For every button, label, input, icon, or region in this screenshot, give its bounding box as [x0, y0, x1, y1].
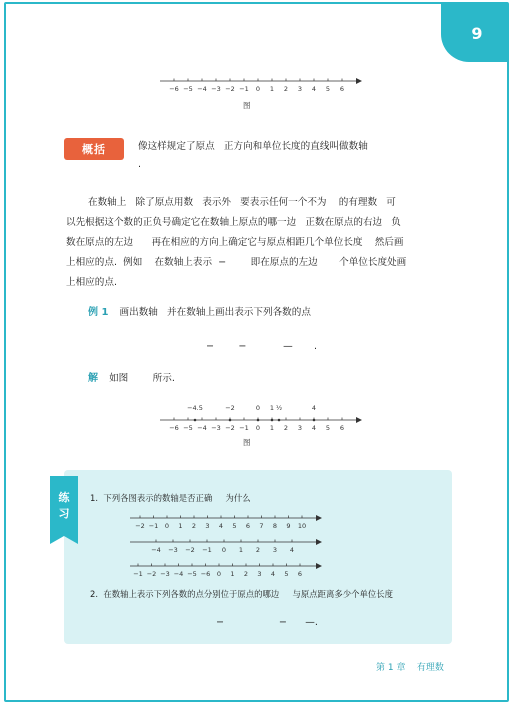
solution — [88, 370, 175, 387]
top-axis-tick-label: 4 — [311, 85, 317, 93]
exercise-axis-1-tick-label: −2 — [135, 522, 145, 530]
exercise-axis-1-tick-label: 3 — [205, 522, 210, 530]
top-axis-tick-label: −6 — [169, 85, 179, 93]
exercise-axis-1-tick-label: 9 — [286, 522, 291, 530]
exercise-axis-1-tick-label: 10 — [297, 522, 307, 530]
exercise-axis-1-tick-label: 4 — [218, 522, 224, 530]
example-point-label: ½ — [275, 404, 283, 412]
example-axis-tick-label: 4 — [311, 424, 317, 432]
exercise-tab-char-1: 练 — [58, 491, 70, 504]
example-axis-tick-label: 2 — [283, 424, 289, 432]
summary-text: 像这样规定了原点 正方向和单位长度的直线叫做数轴 — [138, 141, 368, 152]
body-line-3: 数在原点的左边 再在相应的方向上确定它与原点相距几个单位长度 然后画 — [66, 237, 404, 248]
exercise-axis-2-tick-label: −4 — [151, 546, 161, 554]
example-point — [257, 419, 260, 422]
exercise-axis-2-tick-label: 4 — [289, 546, 295, 554]
exercise-axis-1-tick-label: 6 — [245, 522, 251, 530]
page-number: 9 — [471, 23, 483, 43]
exercise-axis-1-tick-label: 2 — [191, 522, 197, 530]
example-point — [194, 419, 197, 422]
example-point-label: 0 — [255, 404, 261, 412]
example-point — [271, 419, 274, 422]
exercise-axis-2 — [126, 536, 326, 558]
solution-text: 如图 所示. — [109, 373, 175, 384]
example-axis-tick-label: 3 — [297, 424, 303, 432]
top-axis-tick-label: 2 — [283, 85, 289, 93]
exercise-q1: 1. 下列各图表示的数轴是否正确 为什么 — [90, 493, 251, 503]
exercise-axis-1-tick-label: 5 — [232, 522, 237, 530]
chapter-footer: 第 1 章 有理数 — [376, 663, 444, 673]
example-axis-tick-label: 6 — [339, 424, 345, 432]
exercise-q2: 2. 在数轴上表示下列各数的点分别位于原点的哪边 与原点距离多少个单位长度 — [90, 589, 393, 599]
top-axis-tick-label: 5 — [325, 85, 331, 93]
exercise-axis-3-tick-label: 4 — [270, 570, 276, 578]
example-figure-caption: 图 — [243, 438, 251, 447]
body-line-2: 以先根据这个数的正负号确定它在数轴上原点的哪一边 正数在原点的右边 负 — [66, 217, 401, 228]
exercise-axis-2-tick-label: 1 — [238, 546, 244, 554]
example-text: 画出数轴 并在数轴上画出表示下列各数的点 — [119, 307, 311, 318]
exercise-tab — [50, 476, 78, 536]
top-axis-tick-label: 1 — [269, 85, 275, 93]
textbook-page — [4, 2, 509, 702]
exercise-axis-1-tick-label: 1 — [178, 522, 183, 530]
example-point — [278, 419, 281, 422]
page-number-tab — [441, 4, 507, 62]
exercise-axis-3-tick-label: 3 — [257, 570, 262, 578]
example-axis-tick-label: 1 — [269, 424, 275, 432]
top-axis-tick-label: −4 — [197, 85, 207, 93]
example-point-label: −4.5 — [187, 404, 203, 412]
example-axis-tick-label: −2 — [225, 424, 235, 432]
example-axis-tick-label: 5 — [325, 424, 331, 432]
exercise-axis-2-tick-label: 0 — [221, 546, 227, 554]
exercise-axis-3-tick-label: 2 — [243, 570, 249, 578]
exercise-axis-2-tick-label: 2 — [255, 546, 261, 554]
exercise-axis-1-tick-label: 0 — [164, 522, 170, 530]
exercise-axis-1 — [126, 512, 326, 534]
example-numbers: − − — . — [206, 341, 318, 352]
top-number-line — [156, 76, 366, 98]
exercise-axis-3-tick-label: −4 — [173, 570, 184, 578]
example-axis-tick-label: −6 — [169, 424, 179, 432]
exercise-axis-3 — [126, 560, 326, 582]
example-point-label: 1 — [269, 404, 275, 412]
body-line-1: 在数轴上 除了原点用数 表示外 要表示任何一个不为 的有理数 可 — [88, 197, 396, 208]
body-line-5: 上相应的点. — [66, 277, 118, 288]
exercise-axis-3-tick-label: 1 — [230, 570, 235, 578]
solution-label: 解 — [88, 373, 98, 384]
exercise-axis-2-tick-label: −1 — [202, 546, 212, 554]
exercise-axis-3-tick-label: −1 — [133, 570, 143, 578]
exercise-axis-3-tick-label: −2 — [146, 570, 157, 578]
exercise-axis-3-tick-label: 6 — [297, 570, 303, 578]
exercise-q2-numbers: − − —. — [216, 617, 318, 628]
exercise-tab-char-2: 习 — [58, 507, 70, 520]
top-axis-tick-label: −5 — [183, 85, 193, 93]
top-axis-tick-label: 3 — [297, 85, 303, 93]
top-axis-tick-label: 6 — [339, 85, 345, 93]
top-axis-tick-label: 0 — [255, 85, 261, 93]
exercise-axis-1-tick-label: 8 — [272, 522, 278, 530]
example-axis-tick-label: −5 — [183, 424, 193, 432]
exercise-axis-3-tick-label: −3 — [160, 570, 170, 578]
example-point — [229, 419, 232, 422]
exercise-axis-1-tick-label: 7 — [259, 522, 264, 530]
body-line-4: 上相应的点. 例如 在数轴上表示 − 即在原点的左边 个单位长度处画 — [66, 257, 407, 268]
top-figure-caption: 图 — [243, 101, 251, 110]
summary-label: 概括 — [64, 138, 124, 160]
example-1 — [88, 304, 311, 321]
example-axis-tick-label: −1 — [239, 424, 249, 432]
top-axis-tick-label: −1 — [239, 85, 249, 93]
top-axis-tick-label: −2 — [225, 85, 235, 93]
example-axis-tick-label: −3 — [211, 424, 221, 432]
exercise-axis-2-tick-label: −3 — [168, 546, 178, 554]
top-bar — [6, 4, 507, 42]
example-point — [313, 419, 316, 422]
example-axis-tick-label: 0 — [255, 424, 261, 432]
exercise-axis-3-tick-label: −6 — [200, 570, 211, 578]
exercise-axis-3-tick-label: 5 — [284, 570, 289, 578]
exercise-axis-2-tick-label: −2 — [185, 546, 195, 554]
example-point-label: 4 — [311, 404, 317, 412]
example-point-label: −2 — [225, 404, 235, 412]
exercise-axis-3-tick-label: 0 — [216, 570, 222, 578]
exercise-axis-1-tick-label: −1 — [148, 522, 159, 530]
exercise-axis-3-tick-label: −5 — [187, 570, 197, 578]
exercise-axis-2-tick-label: 3 — [272, 546, 278, 554]
example-axis-tick-label: −4 — [197, 424, 207, 432]
summary-text-end: . — [138, 159, 142, 170]
example-number-line — [156, 400, 366, 436]
top-axis-tick-label: −3 — [211, 85, 221, 93]
example-label: 例 1 — [88, 307, 109, 318]
